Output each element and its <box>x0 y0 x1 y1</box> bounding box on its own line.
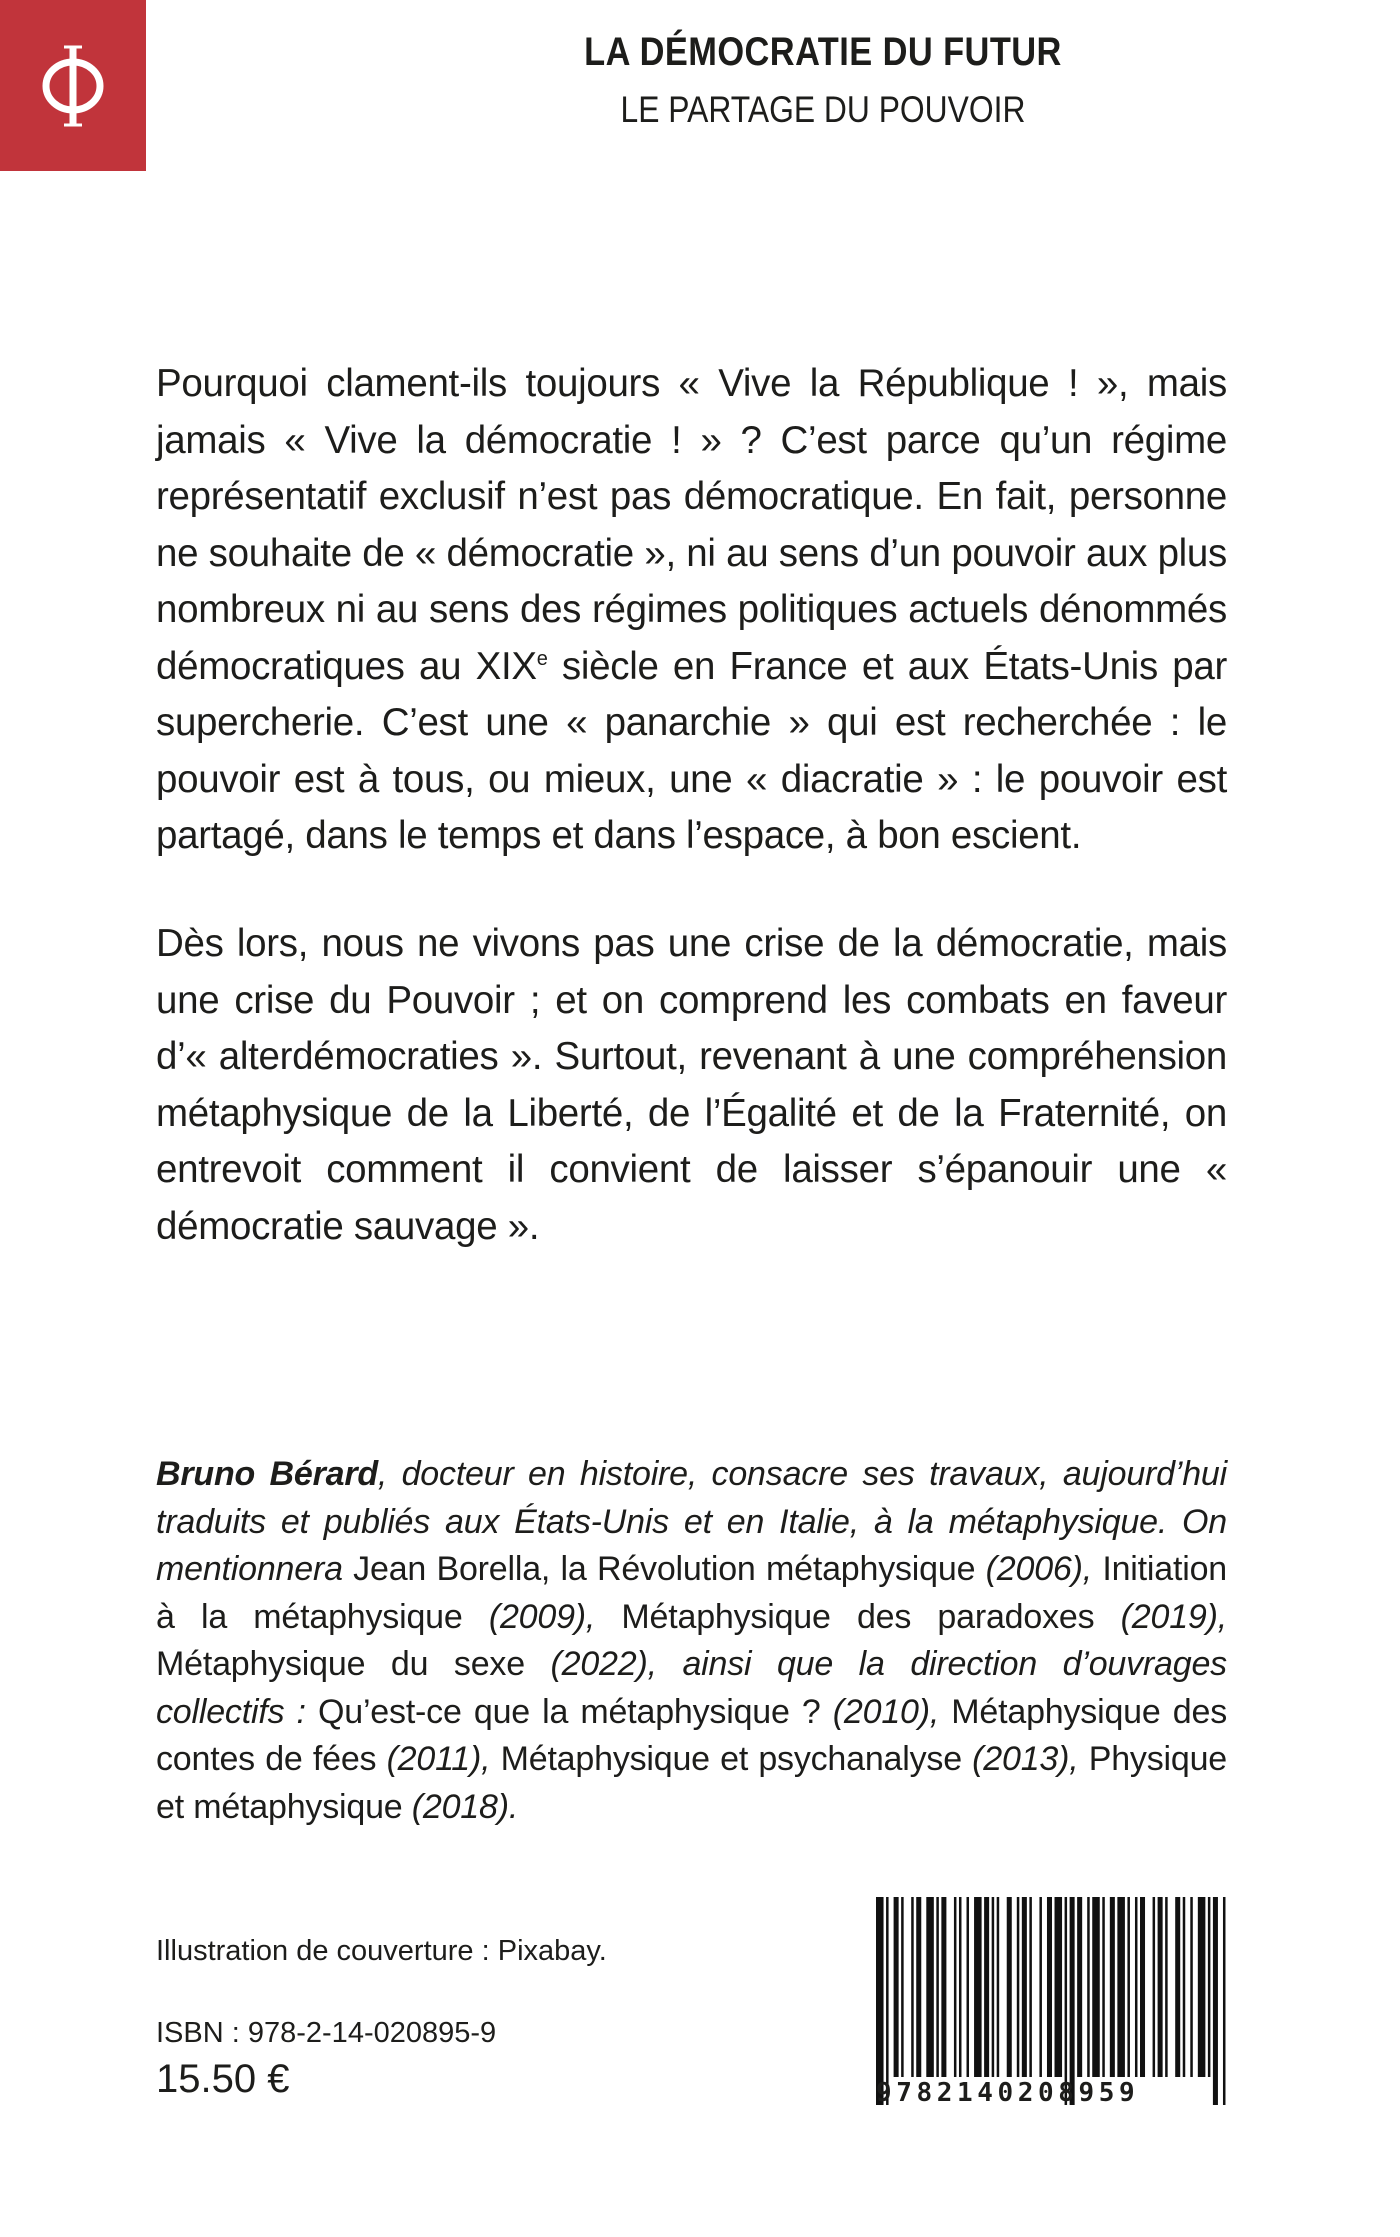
barcode-bar <box>911 1897 914 2077</box>
bio-year: (2011), <box>386 1740 491 1778</box>
barcode-bar <box>894 1897 899 2077</box>
cover-credit: Illustration de couverture : Pixabay. <box>156 1935 607 1967</box>
blurb-paragraph-1 <box>156 356 1227 865</box>
bio-year: (2013), <box>972 1740 1079 1778</box>
barcode-bar <box>1175 1897 1180 2077</box>
book-title: LA DÉMOCRATIE DU FUTUR <box>584 30 1062 74</box>
barcode-bar <box>916 1897 921 2077</box>
barcode-bar <box>984 1897 989 2077</box>
bio-text: , docteur en histoire, consacre ses travaux, aujourd’hui traduits et publiés aux États-Unis et en Italie, à la métaphysique. On mentionnera <box>156 1455 1227 1588</box>
blurb-text: Pourquoi clament-ils toujours « Vive la République ! », mais jamais « Vive la démocratie ! » ? C’est parce qu’un régime représentatif exclusif n’est pas démocratique. En fait, personne ne souhaite de « démocratie », ni au sens d’un pouvoir aux plus nombreux ni au sens des régimes politiques actuels dénommés démocratiques au XIX <box>156 362 1227 688</box>
barcode-bar <box>1007 1897 1012 2077</box>
barcode-bar <box>959 1897 962 2077</box>
barcode-bar <box>1213 1897 1218 2105</box>
phi-logo-icon <box>38 36 108 136</box>
book-ref: Métaphysique des contes de fées <box>156 1692 1227 1778</box>
barcode-bar <box>901 1897 904 2077</box>
barcode-bar <box>1017 1897 1020 2077</box>
barcode-bar <box>1022 1897 1027 2077</box>
book-ref: Métaphysique du sexe <box>156 1645 551 1683</box>
barcode-bar <box>992 1897 995 2077</box>
price: 15.50 € <box>156 2057 290 2101</box>
barcode-bar <box>967 1897 970 2077</box>
barcode-bar <box>1153 1897 1156 2077</box>
book-ref: Qu’est-ce que la métaphysique ? <box>305 1692 833 1731</box>
barcode-bar <box>1039 1897 1042 2077</box>
barcode-bar <box>1127 1897 1130 2077</box>
blurb-text: siècle en France et aux États-Unis par supercherie. C’est une « panarchie » qui est recherchée : le pouvoir est à tous, ou mieux, une « diacratie » : le pouvoir est partagé, dans le temps et dans l’espace, à bon escient. <box>156 644 1227 857</box>
barcode-bar <box>1047 1897 1052 2077</box>
book-subtitle: LE PARTAGE DU POUVOIR <box>620 89 1026 130</box>
barcode-bar <box>1087 1897 1090 2077</box>
book-ref: Physique et métaphysique <box>156 1740 1228 1826</box>
barcode-bar <box>1110 1897 1115 2077</box>
book-ref: Jean Borella, la Révolution métaphysique <box>342 1550 986 1588</box>
barcode-icon <box>876 1897 1228 2105</box>
blurb-paragraph-2 <box>156 916 1227 1255</box>
barcode-bar <box>1190 1897 1193 2077</box>
barcode-bar <box>1102 1897 1105 2077</box>
barcode-bar <box>1158 1897 1163 2077</box>
barcode-bar <box>1198 1897 1206 2077</box>
book-ref: Initiation à la métaphysique <box>156 1550 1227 1636</box>
bio-text: (2022), ainsi que la direction d’ouvrages collectifs : <box>156 1645 1227 1731</box>
barcode-bar <box>1092 1897 1100 2077</box>
author-bio <box>156 1451 1227 1831</box>
barcode-bar <box>954 1897 957 2077</box>
barcode-bar <box>1208 1897 1211 2077</box>
bio-year: (2009), <box>488 1597 596 1636</box>
blurb-text: Dès lors, nous ne vivons pas une crise de la démocratie, mais une crise du Pouvoir ; et on comprend les combats en faveur d’« alterdémocraties ». Surtout, revenant à une compréhension métaphysique de la Liberté, de l’Égalité et de la Fraternité, on entrevoit comment il convient de laisser s’épanouir une « démocratie sauvage ». <box>156 922 1227 1248</box>
barcode-bar <box>1183 1897 1186 2077</box>
barcode-bar <box>1055 1897 1063 2077</box>
barcode-bar <box>1065 1897 1068 2105</box>
barcode-bar <box>1135 1897 1138 2077</box>
book-ref: Métaphysique des paradoxes <box>595 1597 1121 1636</box>
barcode-bar <box>936 1897 939 2077</box>
barcode-bar <box>1223 1897 1226 2105</box>
publisher-logo <box>0 0 146 171</box>
isbn: ISBN : 978-2-14-020895-9 <box>156 2017 497 2049</box>
barcode-bar <box>876 1897 884 2105</box>
header <box>146 30 1400 131</box>
bio-year: (2019), <box>1120 1597 1227 1636</box>
book-ref: Métaphysique et psychanalyse <box>490 1740 973 1778</box>
barcode-bar <box>1029 1897 1032 2077</box>
superscript: e <box>536 647 548 670</box>
bio-year: (2018). <box>411 1787 519 1826</box>
barcode-digits: 9782140208959 <box>876 2078 1140 2108</box>
barcode-bar <box>1165 1897 1168 2077</box>
bio-year: (2006), <box>985 1550 1092 1588</box>
barcode-bar <box>1117 1897 1125 2077</box>
barcode-bar <box>1140 1897 1145 2077</box>
barcode-bar <box>886 1897 889 2105</box>
barcode-bar <box>1077 1897 1082 2077</box>
barcode-bar <box>974 1897 982 2077</box>
barcode-bar <box>941 1897 946 2077</box>
bio-year: (2010), <box>832 1692 940 1731</box>
author-name: Bruno Bérard <box>156 1455 378 1493</box>
barcode-bar <box>926 1897 934 2077</box>
barcode-bar <box>1070 1897 1075 2105</box>
barcode-bar <box>997 1897 1000 2077</box>
